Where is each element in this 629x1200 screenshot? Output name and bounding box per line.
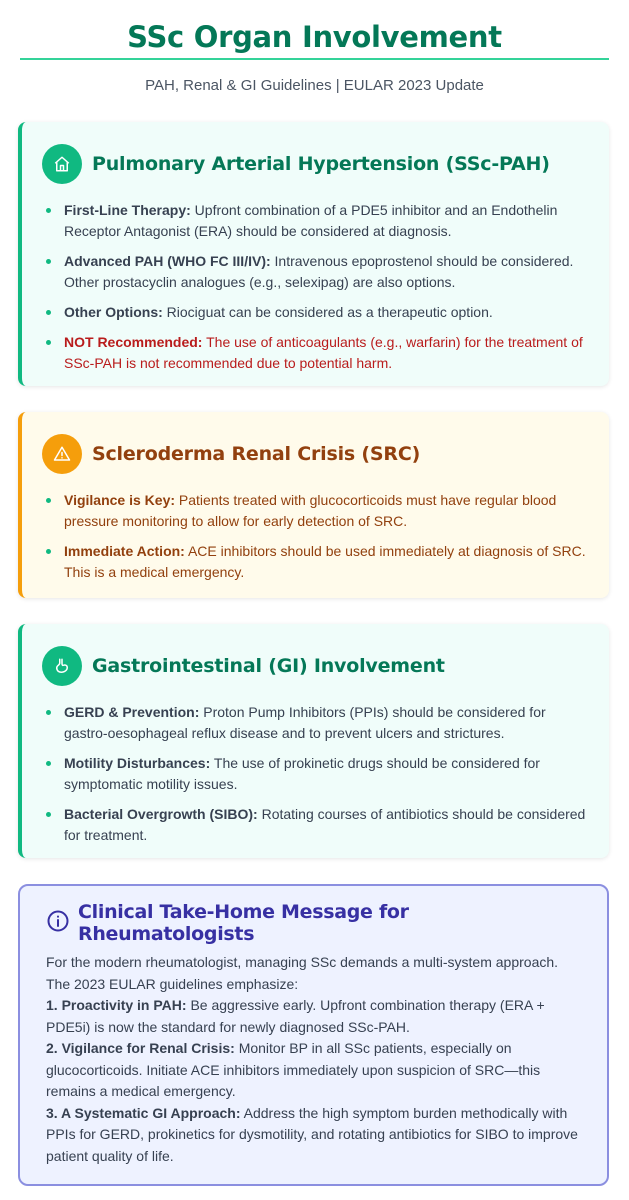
- pah-card-header: [42, 144, 589, 184]
- item-label: First-Line Therapy:: [64, 202, 191, 218]
- item-text: Rotating courses of antibiotics should be considered for treatment.: [64, 806, 586, 843]
- page-title: SSc Organ Involvement: [127, 20, 502, 54]
- takehome-box: [18, 884, 609, 1186]
- item-label: Motility Disturbances:: [64, 755, 211, 771]
- pah-card-title: Pulmonary Arterial Hypertension (SSc-PAH): [92, 153, 550, 175]
- list-item-warning: [42, 332, 589, 374]
- gi-card-title: Gastrointestinal (GI) Involvement: [92, 655, 445, 677]
- takehome-intro: For the modern rheumatologist, managing SSc demands a multi-system approach. The 2023 EULAR guidelines emphasize:: [46, 954, 559, 992]
- takehome-body: [46, 952, 581, 1167]
- item-text: Intravenous epoprostenol should be considered. Other prostacyclin analogues (e.g., selexipag) are also options.: [64, 253, 574, 290]
- list-item: [42, 302, 589, 323]
- point-text: Monitor BP in all SSc patients, especially on glucocorticoids. Initiate ACE inhibitors immediately upon suspicion of SRC—this remains a medical emergency.: [46, 1040, 541, 1099]
- item-label: GERD & Prevention:: [64, 704, 200, 720]
- gi-card-header: [42, 646, 589, 686]
- point-text: Address the high symptom burden methodically with PPIs for GERD, prokinetics for dysmotility, and rotating antibiotics for SIBO to improve patient quality of life.: [46, 1104, 578, 1164]
- item-label: Advanced PAH (WHO FC III/IV):: [64, 253, 271, 269]
- list-item: [42, 200, 589, 242]
- takehome-point: [46, 1038, 581, 1103]
- list-item: [42, 753, 589, 795]
- item-text: The use of prokinetic drugs should be considered for symptomatic motility issues.: [64, 755, 540, 792]
- src-card-title: Scleroderma Renal Crisis (SRC): [92, 443, 421, 465]
- home-icon: [42, 144, 82, 184]
- pah-list: [42, 200, 589, 374]
- item-label: NOT Recommended:: [64, 334, 203, 350]
- page-subtitle: PAH, Renal & GI Guidelines | EULAR 2023 Update: [145, 77, 484, 94]
- src-list: [42, 490, 589, 583]
- list-item: [42, 541, 589, 583]
- takehome-header: [46, 901, 581, 945]
- list-item: [42, 804, 589, 846]
- src-card: [18, 412, 609, 598]
- takehome-point: [46, 1103, 581, 1168]
- point-label: 1. Proactivity in PAH:: [46, 997, 187, 1013]
- stomach-icon: [42, 646, 82, 686]
- list-item: [42, 251, 589, 293]
- item-text: Proton Pump Inhibitors (PPIs) should be considered for gastro-oesophageal reflux disease and to prevent ulcers and strictures.: [64, 704, 546, 741]
- info-icon: [46, 909, 70, 938]
- point-label: 3. A Systematic GI Approach:: [46, 1104, 241, 1121]
- item-text: Riociguat can be considered as a therapeutic option.: [162, 304, 493, 320]
- gi-card: [18, 624, 609, 858]
- item-label: Vigilance is Key:: [64, 492, 176, 508]
- list-item: [42, 490, 589, 532]
- point-label: 2. Vigilance for Renal Crisis:: [46, 1040, 235, 1056]
- item-label: Other Options:: [64, 304, 163, 320]
- item-text: ACE inhibitors should be used immediately at diagnosis of SRC. This is a medical emergency.: [64, 543, 586, 580]
- src-card-header: [42, 434, 589, 474]
- warning-icon: [42, 434, 82, 474]
- pah-card: [18, 122, 609, 386]
- takehome-point: [46, 995, 581, 1038]
- item-label: Immediate Action:: [64, 543, 185, 559]
- item-text: Patients treated with glucocorticoids must have regular blood pressure monitoring to allow for early detection of SRC.: [64, 492, 557, 529]
- item-label: Bacterial Overgrowth (SIBO):: [64, 806, 258, 822]
- point-text: Be aggressive early. Upfront combination therapy (ERA + PDE5i) is now the standard for newly diagnosed SSc-PAH.: [46, 997, 545, 1035]
- list-item: [42, 702, 589, 744]
- takehome-title: Clinical Take-Home Message for Rheumatologists: [78, 901, 409, 945]
- title-divider: [20, 58, 609, 60]
- item-text: The use of anticoagulants (e.g., warfarin) for the treatment of SSc-PAH is not recommended due to potential harm.: [64, 334, 583, 371]
- gi-list: [42, 702, 589, 846]
- item-text: Upfront combination of a PDE5 inhibitor and an Endothelin Receptor Antagonist (ERA) should be considered at diagnosis.: [64, 202, 558, 239]
